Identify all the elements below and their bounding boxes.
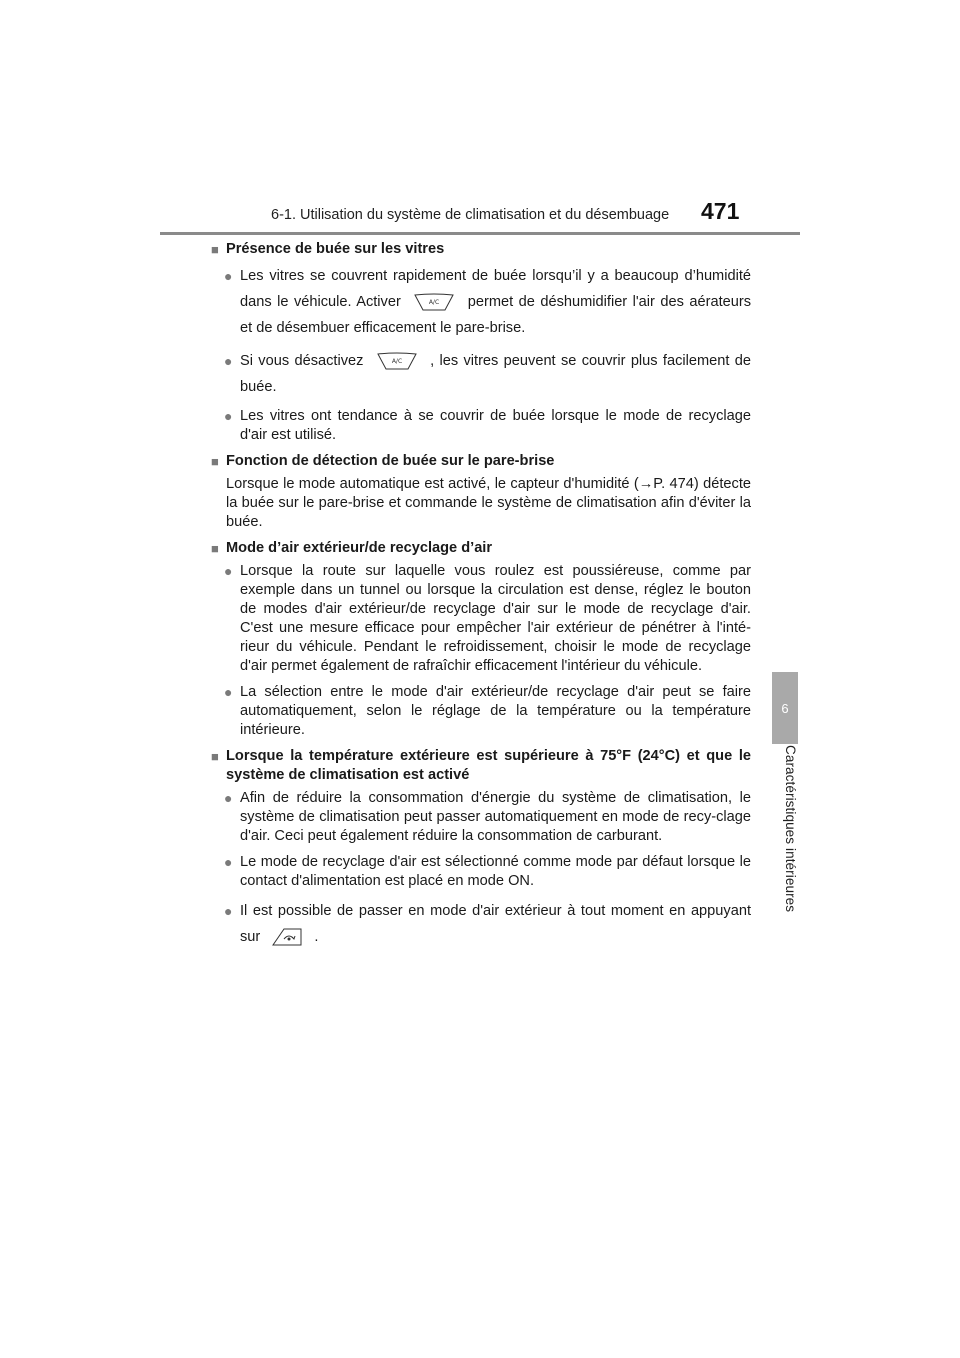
- list-item-text: permet de déshumidifier l'air des aérateurs et de désembuer efficacement le pare-brise.: [240, 294, 752, 336]
- bullet-icon: ●: [224, 408, 233, 424]
- list-item-text: Les vitres se couvrent rapidement de buée lorsqu’il y a beaucoup d’humidité dans le véhicule. Activer: [240, 268, 751, 310]
- list-item-text: Afin de réduire la consommation d'énergie du système de climatisation, le système de climatisation peut passer automatiquement en mode de recy-clage d'air. Ceci peut également réduire la consommation de carburant.: [240, 790, 751, 844]
- heading-marker-icon: ■: [211, 454, 219, 469]
- list-item: [211, 683, 751, 740]
- section-heading: [211, 539, 751, 558]
- bullet-icon: ●: [224, 353, 233, 369]
- bullet-icon: ●: [224, 854, 233, 870]
- heading-text: Présence de buée sur les vitres: [226, 241, 445, 257]
- page-number: 471: [701, 198, 740, 224]
- section-heading: [211, 452, 751, 471]
- chapter-tab-number: 6: [781, 701, 789, 716]
- list-item-text: Les vitres ont tendance à se couvrir de buée lorsque le mode de recyclage d'air est utilisé.: [240, 408, 751, 443]
- list-item-text: Lorsque la route sur laquelle vous roulez est poussiéreuse, comme par exemple dans un tunnel ou lorsque la circulation est dense, réglez le bouton de modes d'air extérieur/de recyclage d'air sur le mode de recyclage d'air. C'est une mesure efficace pour empêcher l'air extérieur de pénétrer à l'inté-rieur du véhicule. Pendant le refroidissement, choisir le mode de recyclage d'air permet également de rafraîchir efficacement l'intérieur du véhicule.: [240, 563, 751, 674]
- list-item-text: .: [314, 929, 319, 945]
- section-fog-on-windows: [211, 240, 751, 445]
- heading-marker-icon: ■: [211, 242, 219, 257]
- bullet-icon: ●: [224, 563, 233, 579]
- list-item: [211, 789, 751, 846]
- list-item: [211, 348, 751, 400]
- section-paragraph: Lorsque le mode automatique est activé, le capteur d'humidité (→P. 474) détecte la buée sur le pare-brise et commande le système de climatisation afin d'éviter la buée.: [226, 476, 751, 530]
- header-rule: [160, 232, 800, 235]
- section-outside-recirculated-air-mode: [211, 539, 751, 740]
- page-content: [211, 240, 751, 957]
- ac-button-icon: [377, 352, 417, 370]
- section-heading: [211, 240, 751, 259]
- bullet-icon: ●: [224, 903, 233, 919]
- section-heading: [211, 747, 751, 785]
- chapter-side-label: Caractéristiques intérieures: [783, 745, 798, 913]
- bullet-icon: ●: [224, 790, 233, 806]
- list-item: [211, 407, 751, 445]
- outside-air-button-icon: [272, 928, 302, 946]
- list-item-text: La sélection entre le mode d'air extérieur/de recyclage d'air peut se faire automatiquement, selon le réglage de la température ou la température intérieure.: [240, 684, 751, 738]
- heading-text: Mode d’air extérieur/de recyclage d’air: [226, 540, 493, 556]
- chapter-tab: [772, 672, 798, 744]
- list-item-text: Il est possible de passer en mode d'air extérieur à tout moment en appuyant sur: [240, 903, 751, 945]
- heading-text: Fonction de détection de buée sur le pare-brise: [226, 453, 555, 469]
- heading-marker-icon: ■: [211, 541, 219, 556]
- list-item: [211, 853, 751, 891]
- section-high-outside-temperature: [211, 747, 751, 950]
- heading-text: Lorsque la température extérieure est supérieure à 75°F (24°C) et que le système de climatisation est activé: [226, 748, 751, 783]
- heading-marker-icon: ■: [211, 749, 219, 764]
- bullet-icon: ●: [224, 268, 233, 284]
- bullet-icon: ●: [224, 684, 233, 700]
- list-item-text: Le mode de recyclage d'air est sélectionné comme mode par défaut lorsque le contact d'alimentation est placé en mode ON.: [240, 854, 751, 889]
- list-item-text: , les vitres peuvent se couvrir plus facilement de buée.: [240, 353, 751, 395]
- list-item: [211, 562, 751, 676]
- section-windshield-fog-detection: [211, 452, 751, 532]
- ac-button-icon: [414, 293, 454, 311]
- list-item: [211, 898, 751, 950]
- page-header-title: 6-1. Utilisation du système de climatisation et du désembuage: [271, 207, 670, 223]
- svg-text:A/C: A/C: [429, 299, 440, 307]
- list-item-text: Si vous désactivez: [240, 353, 364, 369]
- svg-text:A/C: A/C: [391, 358, 402, 366]
- list-item: [211, 263, 751, 341]
